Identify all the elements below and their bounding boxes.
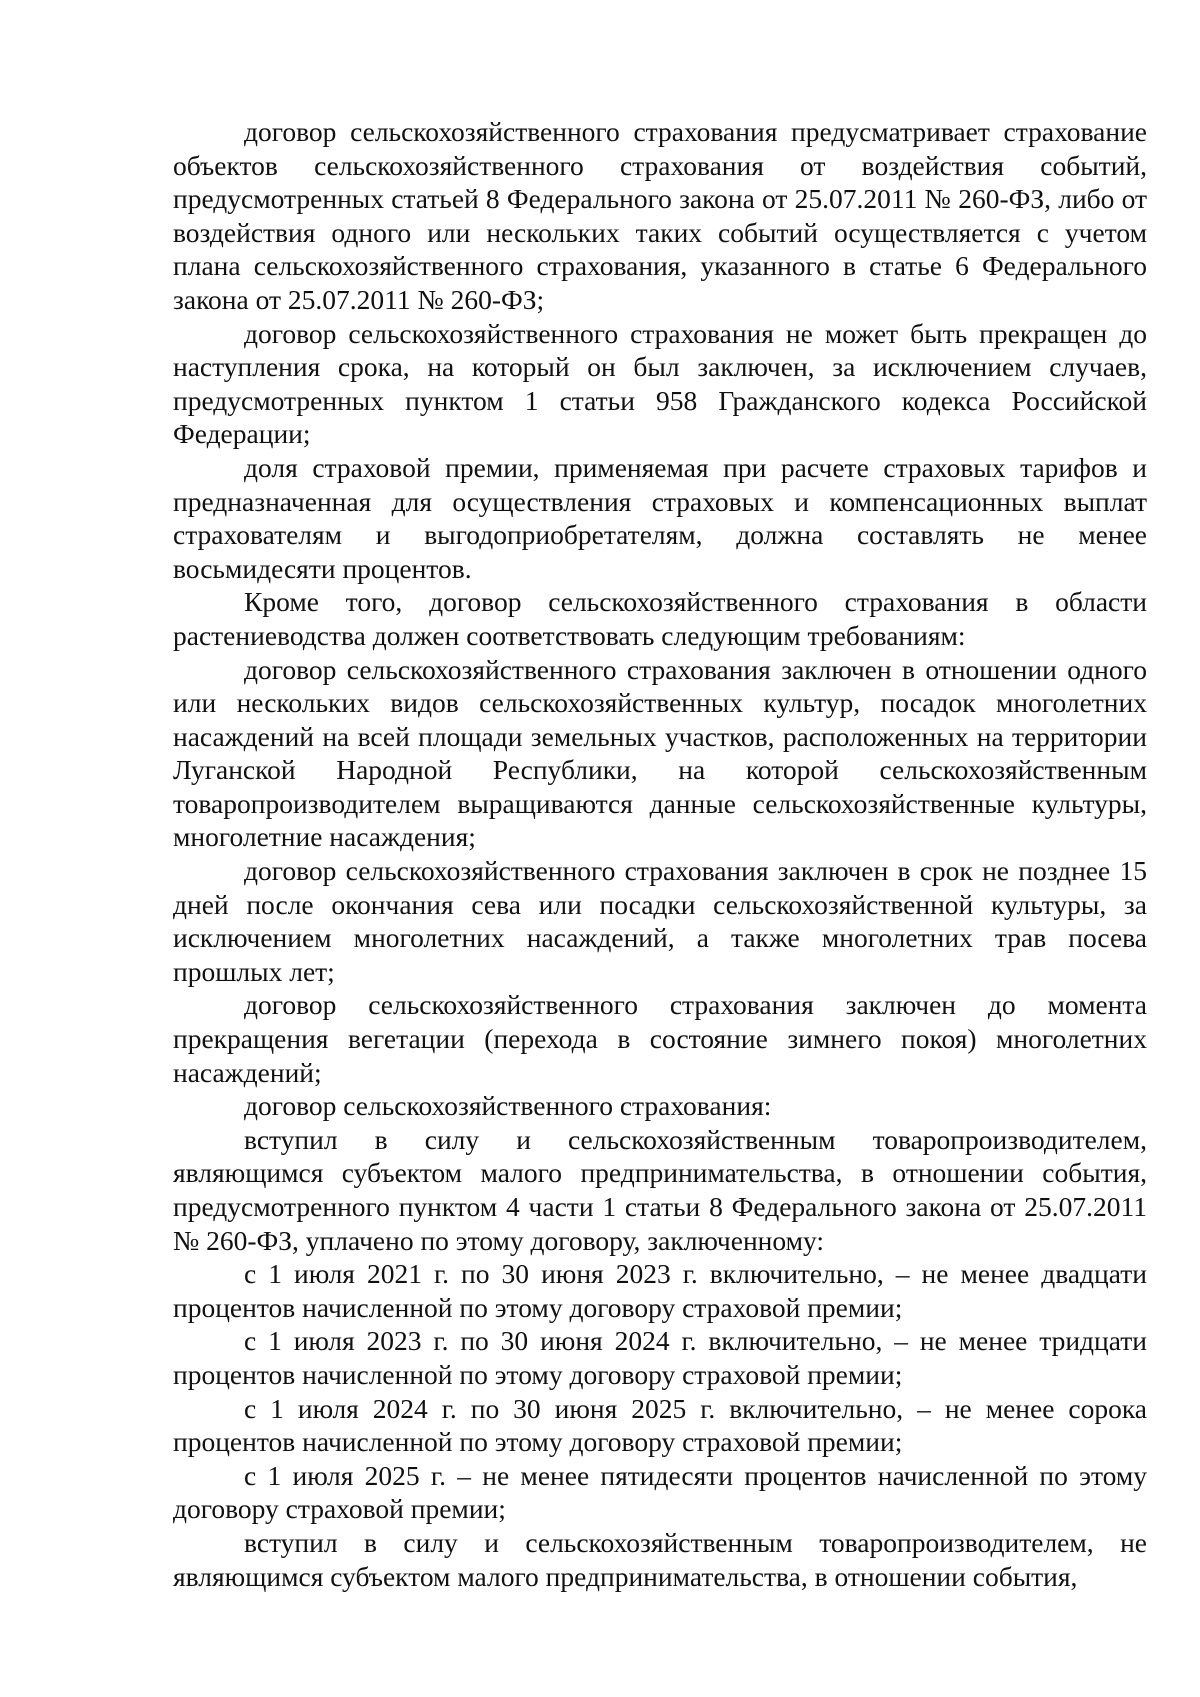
paragraph-sowing-deadline: договор сельскохозяйственного страхования заключен в срок не позднее 15 дней после окончания сева или посадки сельскохозяйственной культуры, за исключением многолетних насаждений, а также многолетних трав посева прошлых лет; — [173, 855, 1147, 987]
paragraph-crop-requirements-intro: Кроме того, договор сельскохозяйственного страхования в области растениеводства должен соответствовать следующим требованиям: — [173, 586, 1147, 651]
paragraph-period-2025: с 1 июля 2025 г. – не менее пятидесяти процентов начисленной по этому договору страховой премии; — [173, 1459, 1147, 1525]
paragraph-insurance-objects: договор сельскохозяйственного страхования предусматривает страхование объектов сельскохозяйственного страхования от воздействия событий, предусмотренных статьей 8 Федерального закона от 25.07.2011 № 260-ФЗ, либо от воздействия одного или нескольких таких событий осуществляется с учетом плана сельскохозяйственного страхования, указанного в статье 6 Федерального закона от 25.07.2011 № 260-ФЗ; — [173, 116, 1147, 315]
paragraph-non-small-business: вступил в силу и сельскохозяйственным товаропроизводителем, не являющимся субъектом малого предпринимательства, в отношении события, — [173, 1526, 1147, 1592]
paragraph-period-2021-2023: с 1 июля 2021 г. по 30 июня 2023 г. включительно, – не менее двадцати процентов начисленной по этому договору страховой премии; — [173, 1258, 1147, 1323]
paragraph-crop-types: договор сельскохозяйственного страхования заключен в отношении одного или нескольких видов сельскохозяйственных культур, посадок многолетних насаждений на всей площади земельных участков, расположенных на территории Луганской Народной Республики, на которой сельскохозяйственным товаропроизводителем выращиваются данные сельскохозяйственные культуры, многолетние насаждения; — [173, 653, 1147, 853]
paragraph-period-2023-2024: с 1 июля 2023 г. по 30 июня 2024 г. включительно, – не менее тридцати процентов начисленной по этому договору страховой премии; — [173, 1325, 1147, 1390]
paragraph-contract-termination: договор сельскохозяйственного страхования не может быть прекращен до наступления срока, на который он был заключен, за исключением случаев, предусмотренных пунктом 1 статьи 958 Гражданского кодекса Российской Федерации; — [173, 317, 1147, 450]
paragraph-small-business: вступил в силу и сельскохозяйственным товаропроизводителем, являющимся субъектом малого предпринимательства, в отношении события, предусмотренного пунктом 4 части 1 статьи 8 Федерального закона от 25.07.2011 № 260-ФЗ, уплачено по этому договору, заключенному: — [173, 1123, 1147, 1256]
paragraph-vegetation-end: договор сельскохозяйственного страхования заключен до момента прекращения вегетации (перехода в состояние зимнего покоя) многолетних насаждений; — [173, 989, 1147, 1088]
paragraph-period-2024-2025: с 1 июля 2024 г. по 30 июня 2025 г. включительно, – не менее сорока процентов начисленной по этому договору страховой премии; — [173, 1392, 1147, 1458]
document-page — [173, 115, 1147, 1593]
paragraph-contract-heading: договор сельскохозяйственного страхования: — [244, 1090, 772, 1122]
paragraph-premium-share: доля страховой премии, применяемая при расчете страховых тарифов и предназначенная для осуществления страховых и компенсационных выплат страхователям и выгодоприобретателям, должна составлять не менее восьмидесяти процентов. — [173, 451, 1147, 584]
